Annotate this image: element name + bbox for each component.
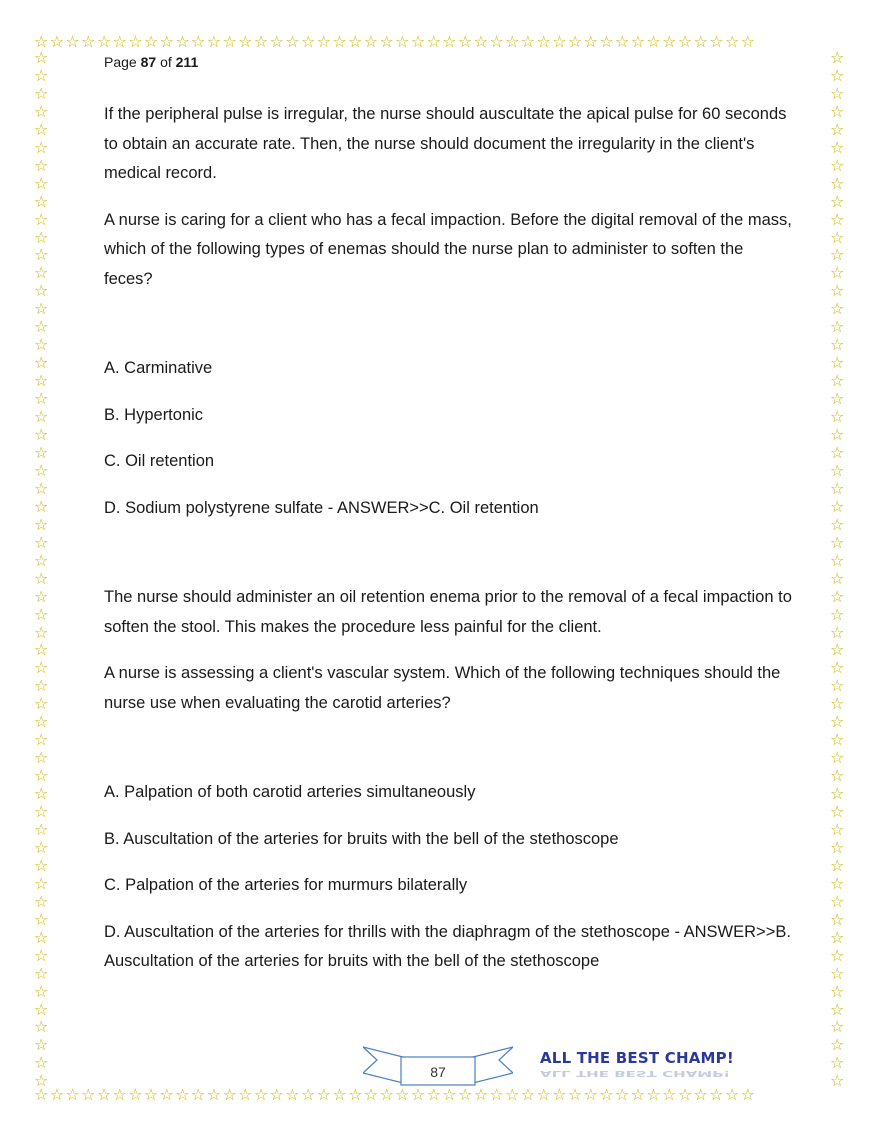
star-icon: ☆ xyxy=(191,34,207,51)
star-icon: ☆ xyxy=(34,173,49,193)
star-icon: ☆ xyxy=(536,1087,553,1104)
star-icon: ☆ xyxy=(34,532,49,552)
rationale-paragraph: If the peripheral pulse is irregular, the nurse should auscultate the apical pulse for 60 seconds to obtain an accurate rate. Then, the nurse should document the irregularity in the client's medical record. xyxy=(104,105,787,182)
star-icon: ☆ xyxy=(65,34,82,51)
star-icon: ☆ xyxy=(583,1087,600,1104)
star-icon: ☆ xyxy=(830,514,845,534)
question-2: A nurse is assessing a client's vascular system. Which of the following techniques should the nurse use when evaluating the carotid arteries? xyxy=(104,664,781,712)
star-icon: ☆ xyxy=(830,425,845,445)
star-icon: ☆ xyxy=(269,1087,286,1104)
star-icon: ☆ xyxy=(34,568,49,588)
star-icon: ☆ xyxy=(520,1087,537,1104)
star-icon: ☆ xyxy=(505,1087,521,1104)
star-icon: ☆ xyxy=(830,819,845,839)
star-icon: ☆ xyxy=(332,34,349,51)
star-icon: ☆ xyxy=(473,1087,490,1104)
star-icon: ☆ xyxy=(175,34,192,51)
star-icon: ☆ xyxy=(363,34,380,51)
star-icon: ☆ xyxy=(830,442,845,462)
star-icon: ☆ xyxy=(830,784,845,804)
star-icon: ☆ xyxy=(81,34,97,51)
star-icon: ☆ xyxy=(830,730,845,750)
star-icon: ☆ xyxy=(34,712,49,732)
star-icon: ☆ xyxy=(348,1087,364,1104)
star-icon: ☆ xyxy=(34,802,49,822)
star-icon: ☆ xyxy=(49,34,66,51)
star-icon: ☆ xyxy=(222,34,239,51)
star-icon: ☆ xyxy=(830,281,845,301)
star-icon: ☆ xyxy=(316,34,333,51)
star-icon: ☆ xyxy=(830,317,845,337)
star-icon: ☆ xyxy=(253,34,270,51)
star-icon: ☆ xyxy=(65,1087,82,1104)
star-icon: ☆ xyxy=(34,119,49,139)
star-icon: ☆ xyxy=(34,730,49,750)
star-icon: ☆ xyxy=(830,478,845,498)
star-icon: ☆ xyxy=(159,1087,176,1104)
star-icon: ☆ xyxy=(128,34,144,51)
star-icon: ☆ xyxy=(567,34,584,51)
star-icon: ☆ xyxy=(830,119,845,139)
star-icon: ☆ xyxy=(379,1087,396,1104)
star-border-top xyxy=(34,34,846,52)
star-icon: ☆ xyxy=(830,407,845,427)
star-icon: ☆ xyxy=(583,34,600,51)
star-icon: ☆ xyxy=(34,442,49,462)
star-icon: ☆ xyxy=(34,514,49,534)
star-icon: ☆ xyxy=(830,389,845,409)
star-icon: ☆ xyxy=(740,1087,757,1104)
star-icon: ☆ xyxy=(489,1087,506,1104)
star-icon: ☆ xyxy=(830,586,845,606)
star-icon: ☆ xyxy=(830,101,845,121)
star-icon: ☆ xyxy=(222,1087,239,1104)
star-icon: ☆ xyxy=(34,478,49,498)
star-icon: ☆ xyxy=(677,1087,694,1104)
star-icon: ☆ xyxy=(830,963,845,983)
star-icon: ☆ xyxy=(552,34,568,51)
star-icon: ☆ xyxy=(830,1017,845,1037)
star-icon: ☆ xyxy=(724,1087,741,1104)
star-icon: ☆ xyxy=(830,658,845,678)
rationale-1: The nurse should administer an oil retention enema prior to the removal of a fecal impaction to soften the stool. This makes the procedure less painful for the client. xyxy=(104,588,792,636)
star-icon: ☆ xyxy=(34,586,49,606)
star-icon: ☆ xyxy=(34,496,49,516)
star-icon: ☆ xyxy=(457,1087,474,1104)
star-icon: ☆ xyxy=(473,34,490,51)
q2-option-b: B. Auscultation of the arteries for bruits with the bell of the stethoscope xyxy=(104,829,619,848)
star-icon: ☆ xyxy=(410,1087,427,1104)
star-icon: ☆ xyxy=(426,34,443,51)
star-icon: ☆ xyxy=(34,748,49,768)
q1-option-a: A. Carminative xyxy=(104,359,213,377)
star-icon: ☆ xyxy=(34,658,49,678)
q1-option-d: D. Sodium polystyrene sulfate - ANSWER>>C. Oil retention xyxy=(104,498,539,517)
star-icon: ☆ xyxy=(830,748,845,768)
star-icon: ☆ xyxy=(830,496,845,516)
star-icon: ☆ xyxy=(830,50,845,67)
star-icon: ☆ xyxy=(740,34,757,51)
slogan-reflection: ALL THE BEST CHAMP! xyxy=(540,1068,731,1079)
star-icon: ☆ xyxy=(34,640,49,660)
star-icon: ☆ xyxy=(34,604,49,624)
star-icon: ☆ xyxy=(830,802,845,822)
star-icon: ☆ xyxy=(34,873,49,893)
star-icon: ☆ xyxy=(34,65,49,85)
star-icon: ☆ xyxy=(34,281,49,301)
star-icon: ☆ xyxy=(830,532,845,552)
star-icon: ☆ xyxy=(662,34,678,51)
star-icon: ☆ xyxy=(34,927,49,947)
star-icon: ☆ xyxy=(34,766,49,786)
star-icon: ☆ xyxy=(34,335,49,355)
star-icon: ☆ xyxy=(599,1087,616,1104)
star-icon: ☆ xyxy=(34,389,49,409)
star-icon: ☆ xyxy=(34,34,50,51)
star-icon: ☆ xyxy=(830,83,845,103)
star-icon: ☆ xyxy=(34,819,49,839)
star-icon: ☆ xyxy=(34,371,49,391)
star-icon: ☆ xyxy=(34,891,49,911)
star-icon: ☆ xyxy=(300,34,317,51)
star-icon: ☆ xyxy=(34,50,49,67)
star-icon: ☆ xyxy=(348,34,364,51)
page-prefix: Page xyxy=(104,54,137,70)
star-icon: ☆ xyxy=(96,1087,113,1104)
star-icon: ☆ xyxy=(34,353,49,373)
star-icon: ☆ xyxy=(34,1071,49,1090)
star-icon: ☆ xyxy=(395,34,411,51)
star-icon: ☆ xyxy=(830,622,845,642)
star-icon: ☆ xyxy=(34,191,49,211)
star-icon: ☆ xyxy=(206,1087,223,1104)
star-icon: ☆ xyxy=(81,1087,97,1104)
star-border-left xyxy=(34,50,52,1090)
star-icon: ☆ xyxy=(34,622,49,642)
star-icon: ☆ xyxy=(615,34,631,51)
q1-option-b: B. Hypertonic xyxy=(104,405,204,424)
star-icon: ☆ xyxy=(395,1087,411,1104)
star-icon: ☆ xyxy=(34,837,49,857)
page-header xyxy=(104,54,198,70)
star-icon: ☆ xyxy=(34,317,49,337)
star-icon: ☆ xyxy=(830,173,845,193)
star-icon: ☆ xyxy=(724,34,741,51)
star-icon: ☆ xyxy=(191,1087,207,1104)
star-icon: ☆ xyxy=(34,855,49,875)
star-icon: ☆ xyxy=(34,999,49,1019)
star-icon: ☆ xyxy=(238,34,254,51)
star-icon: ☆ xyxy=(442,1087,458,1104)
slogan-text: ALL THE BEST CHAMP! xyxy=(540,1049,734,1067)
star-icon: ☆ xyxy=(206,34,223,51)
star-icon: ☆ xyxy=(489,34,506,51)
star-icon: ☆ xyxy=(830,1071,845,1090)
star-icon: ☆ xyxy=(426,1087,443,1104)
star-icon: ☆ xyxy=(457,34,474,51)
star-icon: ☆ xyxy=(34,1035,49,1055)
star-icon: ☆ xyxy=(830,873,845,893)
star-icon: ☆ xyxy=(830,371,845,391)
star-icon: ☆ xyxy=(34,155,49,175)
star-icon: ☆ xyxy=(830,855,845,875)
star-icon: ☆ xyxy=(34,981,49,1001)
star-icon: ☆ xyxy=(34,1053,49,1073)
star-icon: ☆ xyxy=(646,1087,663,1104)
star-icon: ☆ xyxy=(630,1087,647,1104)
star-icon: ☆ xyxy=(34,909,49,929)
star-icon: ☆ xyxy=(830,945,845,965)
star-icon: ☆ xyxy=(830,837,845,857)
star-icon: ☆ xyxy=(830,299,845,319)
star-icon: ☆ xyxy=(379,34,396,51)
star-icon: ☆ xyxy=(505,34,521,51)
star-icon: ☆ xyxy=(646,34,663,51)
page-current: 87 xyxy=(140,54,157,70)
star-icon: ☆ xyxy=(269,34,286,51)
star-icon: ☆ xyxy=(143,1087,160,1104)
star-icon: ☆ xyxy=(143,34,160,51)
star-icon: ☆ xyxy=(34,227,49,247)
star-icon: ☆ xyxy=(830,640,845,660)
star-icon: ☆ xyxy=(34,460,49,480)
star-icon: ☆ xyxy=(34,963,49,983)
star-icon: ☆ xyxy=(442,34,458,51)
star-icon: ☆ xyxy=(830,981,845,1001)
star-icon: ☆ xyxy=(830,353,845,373)
star-icon: ☆ xyxy=(34,550,49,570)
q2-option-d: D. Auscultation of the arteries for thrills with the diaphragm of the stethoscope - ANSWER>>B. Auscultation of the arteries for bruits with the bell of the stethoscope xyxy=(104,922,791,970)
star-icon: ☆ xyxy=(830,191,845,211)
star-icon: ☆ xyxy=(830,137,845,157)
star-icon: ☆ xyxy=(830,1053,845,1073)
star-icon: ☆ xyxy=(112,34,129,51)
star-icon: ☆ xyxy=(34,299,49,319)
page-of: of xyxy=(160,54,172,70)
star-icon: ☆ xyxy=(300,1087,317,1104)
star-icon: ☆ xyxy=(49,1087,66,1104)
star-icon: ☆ xyxy=(285,1087,301,1104)
star-icon: ☆ xyxy=(128,1087,144,1104)
star-icon: ☆ xyxy=(830,1035,845,1055)
page-total: 211 xyxy=(175,54,199,70)
star-icon: ☆ xyxy=(830,550,845,570)
star-icon: ☆ xyxy=(830,891,845,911)
star-icon: ☆ xyxy=(34,784,49,804)
star-icon: ☆ xyxy=(662,1087,678,1104)
star-icon: ☆ xyxy=(332,1087,349,1104)
star-icon: ☆ xyxy=(830,245,845,265)
star-border-right xyxy=(830,50,848,1090)
star-icon: ☆ xyxy=(34,694,49,714)
star-icon: ☆ xyxy=(34,1017,49,1037)
document-body xyxy=(104,100,794,977)
star-icon: ☆ xyxy=(363,1087,380,1104)
star-icon: ☆ xyxy=(567,1087,584,1104)
star-icon: ☆ xyxy=(34,425,49,445)
star-icon: ☆ xyxy=(34,945,49,965)
star-icon: ☆ xyxy=(693,1087,710,1104)
star-icon: ☆ xyxy=(615,1087,631,1104)
star-icon: ☆ xyxy=(34,101,49,121)
star-icon: ☆ xyxy=(830,335,845,355)
star-icon: ☆ xyxy=(410,34,427,51)
star-icon: ☆ xyxy=(34,676,49,696)
star-icon: ☆ xyxy=(175,1087,192,1104)
star-icon: ☆ xyxy=(830,263,845,283)
star-icon: ☆ xyxy=(830,65,845,85)
star-icon: ☆ xyxy=(599,34,616,51)
star-icon: ☆ xyxy=(693,34,710,51)
star-icon: ☆ xyxy=(238,1087,254,1104)
star-icon: ☆ xyxy=(830,676,845,696)
star-icon: ☆ xyxy=(520,34,537,51)
q2-option-c: C. Palpation of the arteries for murmurs bilaterally xyxy=(104,876,468,894)
star-icon: ☆ xyxy=(34,407,49,427)
star-icon: ☆ xyxy=(96,34,113,51)
star-icon: ☆ xyxy=(830,227,845,247)
question-1: A nurse is caring for a client who has a fecal impaction. Before the digital removal of the mass, which of the following types of enemas should the nurse plan to administer to soften the feces? xyxy=(104,210,792,288)
star-icon: ☆ xyxy=(34,209,49,229)
star-icon: ☆ xyxy=(677,34,694,51)
star-icon: ☆ xyxy=(830,909,845,929)
footer-page-number: 87 xyxy=(430,1064,446,1080)
star-icon: ☆ xyxy=(630,34,647,51)
star-icon: ☆ xyxy=(830,155,845,175)
star-icon: ☆ xyxy=(709,34,725,51)
star-icon: ☆ xyxy=(830,712,845,732)
star-icon: ☆ xyxy=(34,245,49,265)
star-icon: ☆ xyxy=(830,209,845,229)
star-icon: ☆ xyxy=(830,766,845,786)
star-icon: ☆ xyxy=(830,694,845,714)
star-icon: ☆ xyxy=(536,34,553,51)
star-icon: ☆ xyxy=(830,568,845,588)
star-icon: ☆ xyxy=(552,1087,568,1104)
star-icon: ☆ xyxy=(316,1087,333,1104)
star-icon: ☆ xyxy=(285,34,301,51)
star-icon: ☆ xyxy=(830,604,845,624)
star-icon: ☆ xyxy=(112,1087,129,1104)
star-icon: ☆ xyxy=(709,1087,725,1104)
q2-option-a: A. Palpation of both carotid arteries simultaneously xyxy=(104,783,476,801)
q1-option-c: C. Oil retention xyxy=(104,452,215,470)
star-icon: ☆ xyxy=(830,999,845,1019)
star-icon: ☆ xyxy=(830,927,845,947)
star-icon: ☆ xyxy=(253,1087,270,1104)
star-icon: ☆ xyxy=(34,263,49,283)
star-icon: ☆ xyxy=(34,1087,50,1104)
star-icon: ☆ xyxy=(34,137,49,157)
star-icon: ☆ xyxy=(830,460,845,480)
slogan xyxy=(540,1050,740,1094)
star-icon: ☆ xyxy=(34,83,49,103)
star-icon: ☆ xyxy=(159,34,176,51)
